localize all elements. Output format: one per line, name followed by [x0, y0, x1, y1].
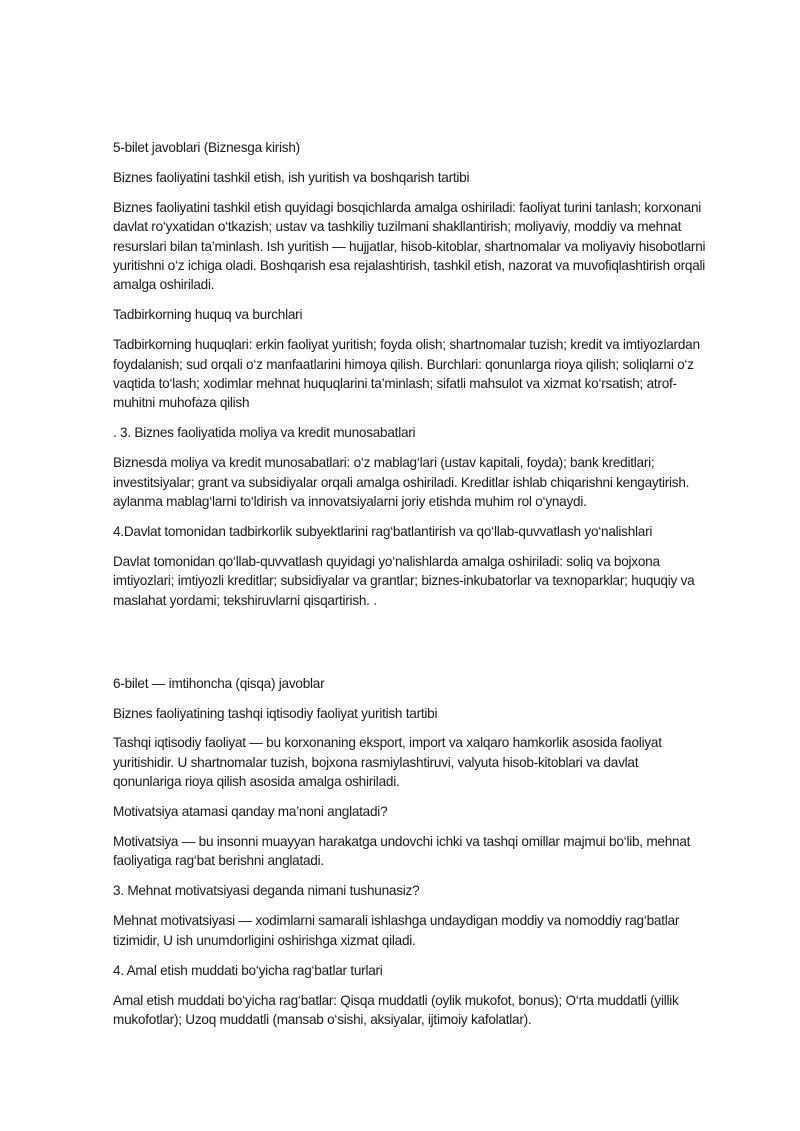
text-line: tizimidir, U ish unumdorligini oshirishga xizmat qiladi.	[113, 932, 416, 948]
text-line: yuritishidir. U shartnomalar tuzish, bojxona rasmiylashtiruvi, valyuta hisob-kitoblari va davlat	[113, 754, 639, 770]
document-content	[113, 138, 773, 1040]
text-line: Davlat tomonidan qo‘llab-quvvatlash quyidagi yo‘nalishlarda amalga oshiriladi: soliq va bojxona	[113, 553, 660, 569]
text-line: foydalanish; sud orqali o‘z manfaatlarini himoya qilish. Burchlari: qonunlarga rioya qilish; soliqlarni o‘z	[113, 356, 694, 372]
text-line: resurslari bilan ta’minlash. Ish yuritish — hujjatlar, hisob-kitoblar, shartnomalar va moliyaviy hisobotlarni	[113, 238, 706, 254]
document-heading	[113, 802, 773, 821]
document-heading	[113, 674, 773, 693]
text-line: muhitni muhofaza qilish	[113, 395, 250, 411]
document-heading	[113, 704, 773, 723]
text-line: mukofotlar); Uzoq muddatli (mansab o‘sishi, aksiyalar, ijtimoiy kafolatlar).	[113, 1011, 532, 1027]
text-line: investitsiyalar; grant va subsidiyalar orqali amalga oshiriladi. Kreditlar ishlab chiqarishni kengaytirish.	[113, 474, 690, 490]
text-line: 5-bilet javoblari (Biznesga kirish)	[113, 140, 300, 155]
text-line: 4.Davlat tomonidan tadbirkorlik subyektlarini rag‘batlantirish va qo‘llab-quvvatlash yo‘nalishlari	[113, 524, 653, 539]
text-line: Mehnat motivatsiyasi — xodimlarni samarali ishlashga undaydigan moddiy va nomoddiy rag‘batlar	[113, 913, 680, 929]
text-line: amalga oshiriladi.	[113, 277, 215, 293]
text-line: faoliyatiga rag‘bat berishni anglatadi.	[113, 853, 324, 869]
text-line: 6-bilet — imtihoncha (qisqa) javoblar	[113, 675, 325, 691]
text-line: Tadbirkorning huquqlari: erkin faoliyat yuritish; foyda olish; shartnomalar tuzish; kredit va imtiyozlardan	[113, 337, 700, 353]
document-paragraph	[113, 198, 773, 295]
text-line: maslahat yordami; tekshiruvlarni qisqartirish. .	[113, 592, 377, 608]
text-line: Motivatsiya atamasi qanday ma’noni anglatadi?	[113, 804, 388, 820]
document-heading	[113, 168, 773, 187]
document-paragraph	[113, 335, 773, 413]
document-paragraph	[113, 832, 773, 871]
text-line: 4. Amal etish muddati bo‘yicha rag‘batlar turlari	[113, 962, 383, 978]
blank-space	[113, 621, 773, 674]
document-paragraph	[113, 552, 773, 610]
document-paragraph	[113, 733, 773, 791]
text-line: Motivatsiya — bu insonni muayyan harakatga undovchi ichki va tashqi omillar majmui bo‘lib, mehnat	[113, 834, 691, 850]
text-line: 3. Mehnat motivatsiyasi deganda nimani tushunasiz?	[113, 883, 420, 899]
text-line: yuritishni o‘z ichiga oladi. Boshqarish esa rejalashtirish, tashkil etish, nazorat va muvofiqlashtirish orqali	[113, 258, 706, 274]
text-line: Tashqi iqtisodiy faoliyat — bu korxonaning eksport, import va xalqaro hamkorlik asosida faoliyat	[113, 735, 662, 751]
text-line: Biznes faoliyatining tashqi iqtisodiy faoliyat yuritish tartibi	[113, 705, 438, 721]
text-line: Amal etish muddati bo‘yicha rag‘batlar: Qisqa muddatli (oylik mukofot, bonus); O‘rta muddatli (yillik	[113, 992, 679, 1008]
text-line: aylanma mablag‘larni to‘ldirish va innovatsiyalarni joriy etishda muhim rol o‘ynaydi.	[113, 494, 587, 510]
document-heading	[113, 138, 773, 157]
document-paragraph	[113, 453, 773, 511]
text-line: Biznesda moliya va kredit munosabatlari: o‘z mablag‘lari (ustav kapitali, foyda); bank kreditlari;	[113, 455, 655, 471]
text-line: Biznes faoliyatini tashkil etish, ish yuritish va boshqarish tartibi	[113, 169, 470, 185]
document-paragraph	[113, 911, 773, 950]
text-line: qonunlariga rioya qilish asosida amalga oshiriladi.	[113, 774, 400, 790]
text-line: vaqtida to‘lash; xodimlar mehnat huquqlarini ta’minlash; sifatli mahsulot va xizmat ko‘rsatish; atrof-	[113, 376, 677, 392]
document-heading	[113, 522, 773, 541]
document-heading	[113, 881, 773, 900]
document-heading	[113, 305, 773, 324]
document-paragraph	[113, 991, 773, 1030]
text-line: Biznes faoliyatini tashkil etish quyidagi bosqichlarda amalga oshiriladi: faoliyat turini tanlash; korxonani	[113, 199, 702, 215]
text-line: davlat ro‘yxatidan o‘tkazish; ustav va tashkiliy tuzilmani shakllantirish; moliyaviy, moddiy va mehnat	[113, 219, 682, 235]
text-line: Tadbirkorning huquq va burchlari	[113, 307, 303, 323]
text-line: . 3. Biznes faoliyatida moliya va kredit munosabatlari	[113, 425, 416, 441]
document-heading	[113, 961, 773, 980]
document-heading	[113, 423, 773, 442]
text-line: imtiyozlari; imtiyozli kreditlar; subsidiyalar va grantlar; biznes-inkubatorlar va texnoparklar; huquqiy va	[113, 573, 695, 589]
